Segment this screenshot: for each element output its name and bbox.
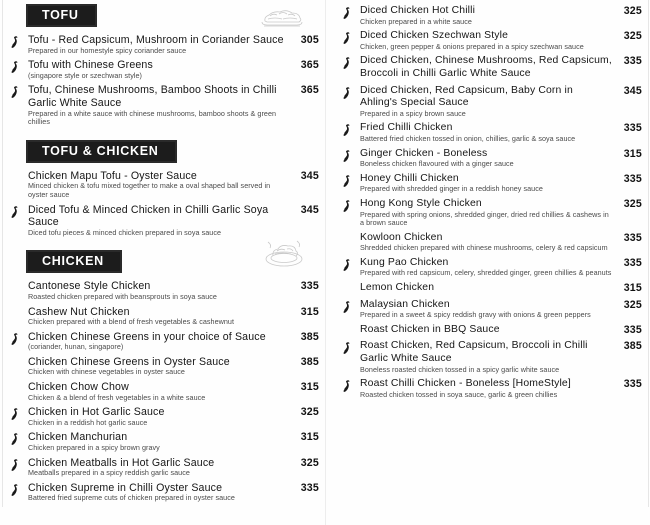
chilli-icon bbox=[338, 198, 360, 212]
menu-section bbox=[6, 240, 319, 506]
menu-item-price: 365 bbox=[300, 84, 319, 97]
menu-item-price: 335 bbox=[623, 172, 642, 185]
section-header: TOFU bbox=[26, 4, 97, 27]
chilli-icon-empty bbox=[6, 280, 28, 282]
menu-item-body bbox=[360, 378, 612, 399]
menu-item-name: Cashew Nut Chicken bbox=[28, 305, 130, 318]
menu-item-body bbox=[28, 406, 285, 427]
menu-item-name: Cantonese Style Chicken bbox=[28, 280, 151, 293]
menu-item-body bbox=[28, 59, 285, 80]
menu-item bbox=[338, 29, 642, 54]
chilli-icon-empty bbox=[6, 170, 28, 172]
menu-item-body bbox=[28, 34, 285, 55]
menu-item-name: Tofu, Chinese Mushrooms, Bamboo Shoots in Chilli Garlic White Sauce bbox=[28, 84, 277, 109]
menu-item-name: Chicken Mapu Tofu - Oyster Sauce bbox=[28, 169, 197, 182]
menu-item bbox=[338, 147, 642, 172]
chilli-icon-glyph bbox=[11, 61, 18, 73]
menu-column-right bbox=[325, 0, 650, 525]
chilli-icon-glyph bbox=[343, 57, 350, 69]
menu-item-description: Prepared in our homestyle spicy coriander sauce bbox=[28, 45, 187, 55]
menu-item bbox=[6, 279, 319, 304]
menu-item-price: 325 bbox=[623, 197, 642, 210]
menu-item-name: Chicken Supreme in Chilli Oyster Sauce bbox=[28, 481, 223, 494]
chilli-icon-empty bbox=[338, 282, 360, 284]
menu-item-description: Chicken prepared in a spicy brown gravy bbox=[28, 443, 160, 453]
menu-item bbox=[6, 203, 319, 241]
menu-item-name: Fried Chilli Chicken bbox=[360, 122, 453, 134]
menu-item bbox=[6, 456, 319, 481]
menu-item-description: (singapore style or szechwan style) bbox=[28, 70, 143, 80]
menu-item-name: Diced Chicken, Chinese Mushrooms, Red Capsicum, Broccoli in Chilli Garlic White Sauce bbox=[360, 55, 612, 79]
menu-item bbox=[338, 54, 642, 83]
chilli-icon bbox=[6, 59, 28, 73]
menu-item-name: Diced Chicken Szechwan Style bbox=[360, 30, 509, 42]
chilli-icon bbox=[338, 5, 360, 19]
chilli-icon-glyph bbox=[11, 206, 18, 218]
section-header: TOFU & CHICKEN bbox=[26, 140, 177, 163]
menu-item-description: Diced tofu pieces & minced chicken prepared in soya sauce bbox=[28, 227, 222, 237]
menu-item-price: 335 bbox=[623, 323, 642, 336]
chilli-icon bbox=[338, 55, 360, 69]
menu-item bbox=[338, 281, 642, 298]
menu-item bbox=[6, 169, 319, 203]
chilli-icon bbox=[338, 85, 360, 99]
menu-item-description: Roasted chicken prepared with beansprouts in soya sauce bbox=[28, 291, 217, 301]
menu-item-price: 385 bbox=[623, 340, 642, 353]
menu-item-name: Chicken Meatballs in Hot Garlic Sauce bbox=[28, 456, 215, 469]
chilli-icon bbox=[338, 148, 360, 162]
menu-item-price: 335 bbox=[623, 55, 642, 68]
menu-item bbox=[338, 256, 642, 281]
menu-item-body bbox=[28, 457, 285, 478]
chilli-icon-glyph bbox=[343, 301, 350, 313]
menu-item-price: 315 bbox=[300, 305, 319, 318]
chilli-icon-glyph bbox=[343, 342, 350, 354]
menu-item-body bbox=[28, 381, 285, 402]
menu-item-description: (coriander, hunan, singapore) bbox=[28, 342, 124, 352]
menu-item-description: Prepared in a sweet & spicy reddish gravy with onions & green peppers bbox=[360, 310, 591, 320]
menu-section bbox=[338, 4, 642, 402]
menu-item-name: Roast Chicken in BBQ Sauce bbox=[360, 323, 500, 335]
menu-item-body bbox=[360, 340, 612, 374]
menu-item-list bbox=[338, 4, 642, 402]
chilli-icon bbox=[338, 122, 360, 136]
menu-item bbox=[6, 305, 319, 330]
section-header: CHICKEN bbox=[26, 250, 122, 273]
menu-item-name: Malaysian Chicken bbox=[360, 298, 450, 310]
menu-item-description: Boneless chicken flavoured with a ginger sauce bbox=[360, 159, 514, 169]
menu-item-price: 335 bbox=[623, 231, 642, 244]
menu-item-price: 385 bbox=[300, 330, 319, 343]
menu-item-description: Prepared in a spicy brown sauce bbox=[360, 108, 466, 118]
menu-item-name: Kowloon Chicken bbox=[360, 231, 443, 243]
menu-item-name: Honey Chilli Chicken bbox=[360, 172, 459, 184]
menu-item-price: 315 bbox=[300, 431, 319, 444]
menu-item-name: Chicken Manchurian bbox=[28, 431, 128, 444]
chilli-icon bbox=[6, 406, 28, 420]
chilli-icon-glyph bbox=[343, 259, 350, 271]
chilli-icon-glyph bbox=[11, 459, 18, 471]
chilli-icon bbox=[6, 84, 28, 98]
menu-item-name: Roast Chicken, Red Capsicum, Broccoli in Chilli Garlic White Sauce bbox=[360, 340, 588, 365]
chilli-icon bbox=[6, 204, 28, 218]
menu-item-description: Roasted chicken tossed in soya sauce, garlic & green chillies bbox=[360, 389, 558, 399]
menu-item-description: Prepared with spring onions, shredded ginger, dried red chillies & cashews in a brown sauce bbox=[360, 209, 609, 228]
menu-item-body bbox=[360, 282, 612, 295]
menu-item-price: 345 bbox=[623, 84, 642, 97]
menu-item bbox=[6, 330, 319, 355]
menu-item-description: Prepared in a white sauce with chinese mushrooms, bamboo shoots & green chillies bbox=[28, 108, 277, 127]
menu-item-name: Diced Tofu & Minced Chicken in Chilli Garlic Soya Sauce bbox=[28, 203, 269, 229]
menu-item-price: 325 bbox=[300, 406, 319, 419]
menu-item-price: 325 bbox=[623, 5, 642, 17]
chilli-icon-empty bbox=[6, 356, 28, 358]
chilli-icon-glyph bbox=[343, 32, 350, 44]
menu-item-name: Chicken Chow Chow bbox=[28, 381, 129, 394]
menu-item-body bbox=[28, 170, 285, 200]
menu-item-price: 335 bbox=[300, 280, 319, 293]
menu-item-price: 335 bbox=[623, 378, 642, 391]
menu-item-price: 315 bbox=[300, 381, 319, 394]
chilli-icon bbox=[6, 457, 28, 471]
chilli-icon bbox=[338, 30, 360, 44]
menu-item-description: Prepared with shredded ginger in a reddish honey sauce bbox=[360, 184, 543, 194]
menu-item-price: 305 bbox=[300, 34, 319, 46]
menu-item-description: Prepared with red capsicum, celery, shredded ginger, green chillies & peanuts bbox=[360, 268, 612, 278]
plate-dish-icon bbox=[263, 240, 305, 273]
plate-dish-illustration bbox=[263, 240, 305, 268]
menu-item-description: Minced chicken & tofu mixed together to make a oval shaped ball served in oyster sauce bbox=[28, 181, 271, 199]
menu-item-body bbox=[28, 306, 285, 327]
menu-item bbox=[338, 298, 642, 323]
chilli-icon-empty bbox=[338, 232, 360, 234]
menu-item-body bbox=[360, 85, 612, 119]
menu-item-name: Diced Chicken, Red Capsicum, Baby Corn in Ahling's Special Sauce bbox=[360, 84, 573, 109]
chilli-icon-glyph bbox=[11, 408, 18, 420]
menu-item bbox=[338, 84, 642, 122]
noodle-bowl-illustration bbox=[259, 6, 305, 28]
menu-item-name: Lemon Chicken bbox=[360, 282, 435, 294]
chilli-icon bbox=[338, 257, 360, 271]
chilli-icon-glyph bbox=[11, 484, 18, 496]
menu-item-price: 315 bbox=[623, 147, 642, 160]
menu-item-list bbox=[6, 33, 319, 130]
menu-item bbox=[338, 4, 642, 29]
menu-item-description: Chicken & a blend of fresh vegetables in a white sauce bbox=[28, 392, 206, 402]
chilli-icon-glyph bbox=[343, 150, 350, 162]
menu-section bbox=[6, 130, 319, 241]
menu-item-body bbox=[360, 30, 612, 51]
menu-item bbox=[6, 481, 319, 506]
chilli-icon-glyph bbox=[11, 86, 18, 98]
menu-item-description: Boneless roasted chicken tossed in a spicy garlic white sauce bbox=[360, 364, 560, 374]
chilli-icon bbox=[6, 431, 28, 445]
menu-item-description: Chicken prepared with a blend of fresh vegetables & cashewnut bbox=[28, 317, 235, 327]
menu-item bbox=[338, 377, 642, 402]
chilli-icon-empty bbox=[6, 306, 28, 308]
menu-item-price: 315 bbox=[623, 282, 642, 295]
menu-item-price: 345 bbox=[300, 169, 319, 182]
menu-item-price: 335 bbox=[623, 122, 642, 135]
chilli-icon bbox=[338, 378, 360, 392]
chilli-icon-glyph bbox=[11, 333, 18, 345]
menu-item-body bbox=[360, 148, 612, 169]
chilli-icon-glyph bbox=[343, 380, 350, 392]
chilli-icon-glyph bbox=[11, 36, 18, 48]
chilli-icon bbox=[338, 299, 360, 313]
menu-item bbox=[338, 197, 642, 231]
menu-item-price: 325 bbox=[623, 30, 642, 43]
chilli-icon bbox=[338, 340, 360, 354]
chilli-icon bbox=[6, 331, 28, 345]
menu-item-body bbox=[28, 280, 285, 301]
menu-item bbox=[338, 339, 642, 377]
menu-item-price: 335 bbox=[300, 481, 319, 494]
chilli-icon-glyph bbox=[343, 200, 350, 212]
chilli-icon-glyph bbox=[343, 175, 350, 187]
menu-item-name: Diced Chicken Hot Chilli bbox=[360, 5, 476, 16]
chilli-icon bbox=[6, 482, 28, 496]
noodle-bowl-icon bbox=[259, 6, 305, 33]
menu-item-body bbox=[28, 84, 285, 126]
menu-item-body bbox=[28, 482, 285, 503]
menu-item bbox=[6, 83, 319, 129]
menu-item bbox=[338, 323, 642, 340]
menu-item-price: 325 bbox=[623, 298, 642, 311]
menu-item-description: Shredded chicken prepared with chinese mushrooms, celery & red capsicum bbox=[360, 243, 608, 253]
chilli-icon-empty bbox=[338, 324, 360, 326]
menu-item-price: 335 bbox=[623, 256, 642, 269]
menu-item-body bbox=[360, 122, 612, 143]
menu-item-description: Chicken, green pepper & onions prepared in a spicy szechwan sauce bbox=[360, 41, 584, 51]
menu-item-body bbox=[360, 5, 612, 26]
menu-item bbox=[6, 405, 319, 430]
menu-item-body bbox=[360, 299, 612, 320]
menu-item-name: Hong Kong Style Chicken bbox=[360, 197, 482, 209]
menu-item-price: 365 bbox=[300, 59, 319, 72]
menu-item bbox=[338, 121, 642, 146]
menu-item-name: Chicken in Hot Garlic Sauce bbox=[28, 406, 165, 419]
menu-item-body bbox=[360, 55, 612, 80]
menu-item-list bbox=[6, 279, 319, 506]
menu-item-description: Battered fried chicken tossed in onion, chillies, garlic & soya sauce bbox=[360, 133, 576, 143]
menu-item-body bbox=[360, 232, 612, 253]
menu-item-price: 345 bbox=[300, 203, 319, 216]
menu-item-price: 385 bbox=[300, 355, 319, 368]
chilli-icon-glyph bbox=[11, 433, 18, 445]
menu-item bbox=[6, 430, 319, 455]
chilli-icon-glyph bbox=[343, 7, 350, 19]
menu-item bbox=[338, 172, 642, 197]
menu-item-body bbox=[360, 257, 612, 278]
chilli-icon-glyph bbox=[343, 124, 350, 136]
menu-item-name: Ginger Chicken - Boneless bbox=[360, 147, 488, 159]
menu-item-description: Chicken in a reddish hot garlic sauce bbox=[28, 417, 148, 427]
menu-item-name: Tofu - Red Capsicum, Mushroom in Coriander Sauce bbox=[28, 34, 284, 46]
menu-item bbox=[6, 33, 319, 58]
menu-item-description: Chicken prepared in a white sauce bbox=[360, 16, 472, 26]
menu-item-body bbox=[28, 431, 285, 452]
menu-item-list bbox=[6, 169, 319, 241]
menu-item-body bbox=[28, 204, 285, 238]
menu-item-name: Kung Pao Chicken bbox=[360, 256, 449, 268]
menu-item bbox=[6, 355, 319, 380]
menu-item-name: Roast Chilli Chicken - Boneless [HomeStyle] bbox=[360, 378, 571, 390]
menu-item-price: 325 bbox=[300, 456, 319, 469]
chilli-icon-glyph bbox=[343, 87, 350, 99]
menu-section bbox=[6, 4, 319, 130]
menu-item-body bbox=[360, 173, 612, 194]
menu-item bbox=[338, 231, 642, 256]
menu-item-body bbox=[360, 198, 612, 228]
menu-item-body bbox=[28, 356, 285, 377]
chilli-icon bbox=[6, 34, 28, 48]
menu-item bbox=[6, 380, 319, 405]
menu-item-description: Meatballs prepared in a spicy reddish garlic sauce bbox=[28, 468, 190, 478]
menu-item-name: Chicken Chinese Greens in your choice of Sauce bbox=[28, 330, 266, 343]
menu-item-description: Battered fried supreme cuts of chicken prepared in oyster sauce bbox=[28, 493, 235, 503]
chilli-icon bbox=[338, 173, 360, 187]
menu-item-body bbox=[360, 324, 612, 337]
menu-item bbox=[6, 58, 319, 83]
menu-item-name: Chicken Chinese Greens in Oyster Sauce bbox=[28, 355, 230, 368]
menu-item-description: Chicken with chinese vegetables in oyster sauce bbox=[28, 367, 185, 377]
menu-item-name: Tofu with Chinese Greens bbox=[28, 59, 153, 72]
chilli-icon-empty bbox=[6, 381, 28, 383]
menu-item-body bbox=[28, 331, 285, 352]
